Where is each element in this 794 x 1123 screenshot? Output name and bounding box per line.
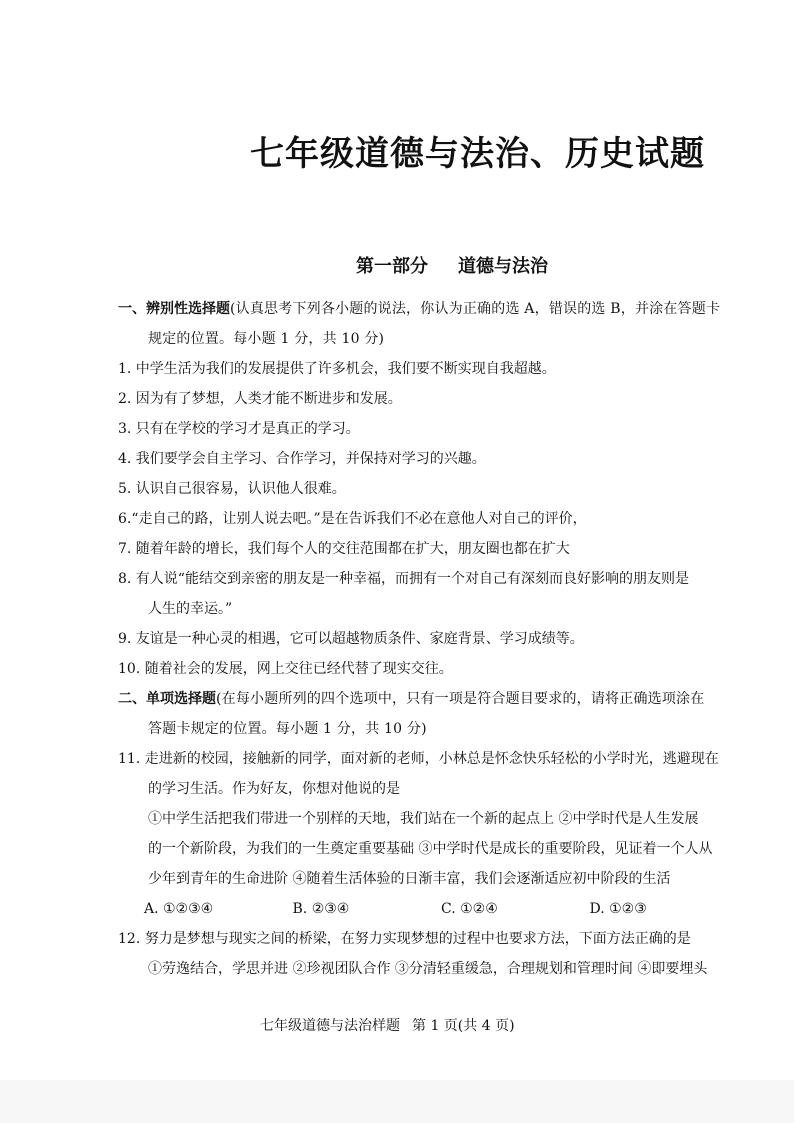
section2-header [118, 684, 738, 714]
section1-instructions-cont: 规定的位置。每小题 1 分，共 10 分) [148, 331, 385, 347]
question-12-statements: ①劳逸结合，学思并进 ②珍视团队合作 ③分清轻重缓急，合理规划和管理时间 ④即要埋头 [148, 961, 708, 977]
section1-heading: 一、辨别性选择题 [118, 301, 230, 317]
option-d: D. ①②③ [589, 901, 647, 917]
page-title: 七年级道德与法治、历史试题 [250, 134, 705, 174]
part-heading [356, 252, 548, 278]
question-2: 2. 因为有了梦想，人类才能不断进步和发展。 [118, 391, 402, 407]
question-body [118, 294, 738, 984]
question-6: 6.“走自己的路，让别人说去吧。”是在告诉我们不必在意他人对自己的评价， [118, 511, 587, 527]
question-11-cont: 的学习生活。作为好友，你想对他说的是 [148, 781, 400, 797]
section2-instructions: (在每小题所列的四个选项中，只有一项是符合题目要求的，请将正确选项涂在 [216, 691, 705, 707]
option-a: A. ①②③④ [144, 901, 214, 917]
question-11: 11. 走进新的校园，接触新的同学，面对新的老师，小林总是怀念快乐轻松的小学时光，逃避现在 [118, 751, 719, 767]
page-bottom-margin [0, 1080, 794, 1123]
section2-instructions-cont: 答题卡规定的位置。每小题 1 分，共 10 分) [148, 721, 427, 737]
question-1: 1. 中学生活为我们的发展提供了许多机会，我们要不断实现自我超越。 [118, 361, 556, 377]
section1-header [118, 294, 738, 324]
question-8: 8. 有人说“能结交到亲密的朋友是一种幸福，而拥有一个对自己有深刻而良好影响的朋友则是 [118, 571, 689, 587]
question-3: 3. 只有在学校的学习才是真正的学习。 [118, 421, 360, 437]
section2-heading: 二、单项选择题 [118, 691, 216, 707]
option-b: B. ②③④ [292, 901, 350, 917]
section1-instructions: (认真思考下列各小题的说法，你认为正确的选 A，错误的选 B，并涂在答题卡 [230, 301, 721, 317]
option-c: C. ①②④ [441, 901, 498, 917]
part-subject: 道德与法治 [458, 256, 548, 277]
question-11-options [118, 894, 738, 924]
question-7: 7. 随着年龄的增长，我们每个人的交往范围都在扩大，朋友圈也都在扩大 [118, 541, 570, 557]
question-11-statement-a: ①中学生活把我们带进一个别样的天地，我们站在一个新的起点上 ②中学时代是人生发展 [148, 811, 699, 827]
part-number: 第一部分 [356, 256, 428, 277]
page-footer [260, 1015, 560, 1035]
footer-name: 七年级道德与法治样题 [260, 1018, 400, 1034]
question-10: 10. 随着社会的发展，网上交往已经代替了现实交往。 [118, 661, 453, 677]
question-12: 12. 努力是梦想与现实之间的桥梁，在努力实现梦想的过程中也要求方法，下面方法正确的是 [118, 931, 691, 947]
question-4: 4. 我们要学会自主学习、合作学习，并保持对学习的兴趣。 [118, 451, 486, 467]
question-11-statement-b: 的一个新阶段，为我们的一生奠定重要基础 ③中学时代是成长的重要阶段，见证着一个人从 [148, 841, 713, 857]
question-9: 9. 友谊是一种心灵的相遇，它可以超越物质条件、家庭背景、学习成绩等。 [118, 631, 584, 647]
footer-page: 第 1 页(共 4 页) [412, 1018, 515, 1034]
question-8-cont: 人生的幸运。” [148, 601, 233, 617]
question-5: 5. 认识自己很容易，认识他人很难。 [118, 481, 346, 497]
question-11-statement-c: 少年到青年的生命进阶 ④随着生活体验的日渐丰富，我们会逐渐适应初中阶段的生活 [148, 871, 671, 887]
